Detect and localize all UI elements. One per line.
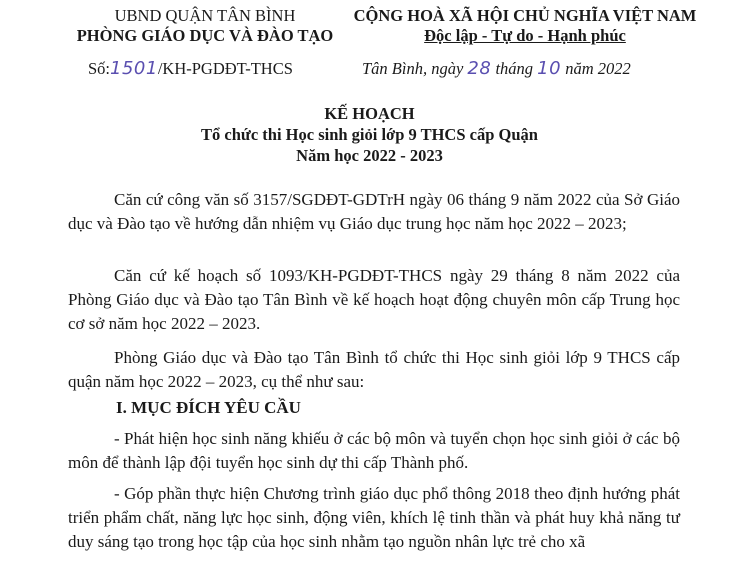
doc-number-handwritten: 1501 bbox=[110, 58, 158, 79]
document-subject: Tổ chức thi Học sinh giỏi lớp 9 THCS cấp Quận bbox=[201, 125, 538, 144]
paragraph-purpose-1: - Phát hiện học sinh năng khiếu ở các bộ môn và tuyển chọn học sinh giỏi ở các bộ môn để thành lập đội tuyển học sinh dự thi cấp Thành phố. bbox=[68, 429, 680, 472]
date-month-handwritten: 10 bbox=[537, 58, 562, 79]
document-number bbox=[88, 58, 293, 79]
country-name: CỘNG HOÀ XÃ HỘI CHỦ NGHĨA VIỆT NAM bbox=[353, 6, 697, 25]
paragraph-basis-1: Căn cứ công văn số 3157/SGDĐT-GDTrH ngày 06 tháng 9 năm 2022 của Sở Giáo dục và Đào tạo về hướng dẫn nhiệm vụ Giáo dục trung học năm học 2022 – 2023; bbox=[68, 190, 680, 233]
date-day-handwritten: 28 bbox=[467, 58, 492, 79]
national-motto-block bbox=[335, 6, 715, 46]
paragraph-basis-2: Căn cứ kế hoạch số 1093/KH-PGDĐT-THCS ngày 29 tháng 8 năm 2022 của Phòng Giáo dục và Đào tạo Tân Bình về kế hoạch hoạt động chuyên môn cấp Trung học cơ sở năm học 2022 – 2023. bbox=[68, 266, 680, 333]
national-motto: Độc lập - Tự do - Hạnh phúc bbox=[424, 26, 626, 45]
paragraph-purpose-2: - Góp phần thực hiện Chương trình giáo dục phổ thông 2018 theo định hướng phát triển phẩm chất, năng lực học sinh, động viên, khích lệ tinh thần và phát huy khả năng tư duy sáng tạo trong học tập của học sinh nhằm tạo nguồn nhân lực trẻ cho xã bbox=[68, 484, 680, 551]
date-prefix: Tân Bình, ngày bbox=[362, 59, 464, 78]
issuer-department: PHÒNG GIÁO DỤC VÀ ĐÀO TẠO bbox=[76, 26, 334, 45]
school-year: Năm học 2022 - 2023 bbox=[296, 146, 443, 165]
section-heading-purpose: I. MỤC ĐÍCH YÊU CẦU bbox=[116, 398, 301, 417]
issue-date bbox=[362, 58, 631, 79]
issuer-district: UBND QUẬN TÂN BÌNH bbox=[114, 6, 296, 25]
doc-number-suffix: /KH-PGDĐT-THCS bbox=[157, 59, 293, 78]
paragraph-intro: Phòng Giáo dục và Đào tạo Tân Bình tổ chức thi Học sinh giỏi lớp 9 THCS cấp quận năm học 2022 – 2023, cụ thể như sau: bbox=[68, 348, 680, 391]
date-suffix: năm 2022 bbox=[565, 59, 631, 78]
document-type-title: KẾ HOẠCH bbox=[324, 104, 415, 123]
date-month-label: tháng bbox=[495, 59, 534, 78]
doc-number-prefix: Số: bbox=[88, 59, 111, 78]
issuer-block bbox=[70, 6, 340, 46]
